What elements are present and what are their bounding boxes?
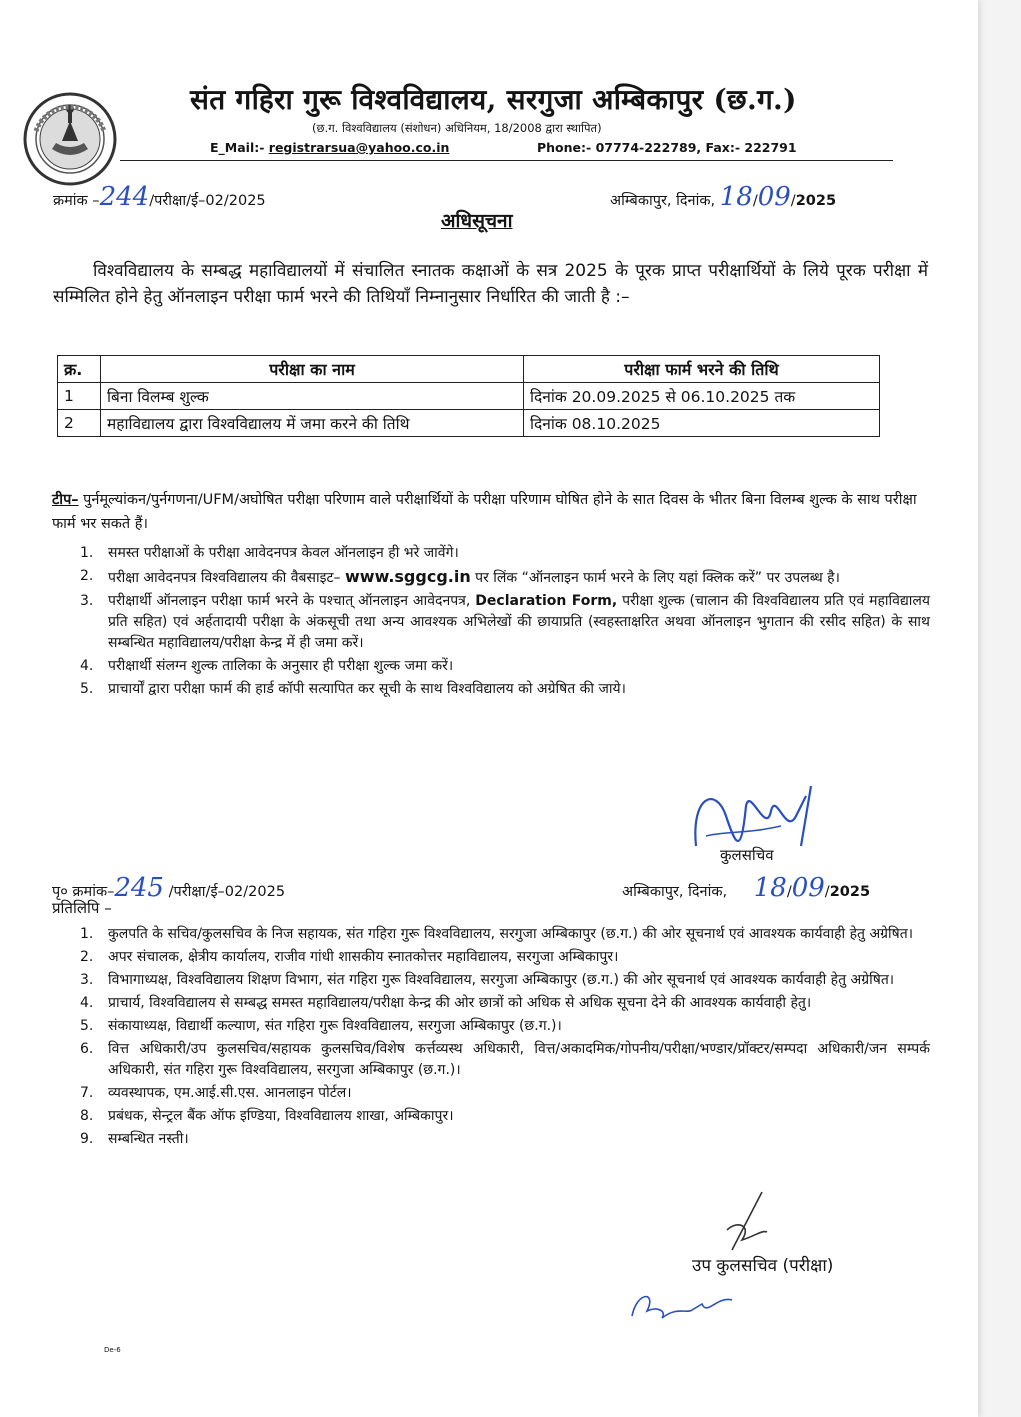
note-paragraph	[52, 488, 932, 536]
list-item: 6. वित्त अधिकारी/उप कुलसचिव/सहायक कुलसचिव/विशेष कर्त्तव्यस्थ अधिकारी, वित्त/अकादमिक/गोपनीय/परीक्षा/भण्डार/प्रॉक्टर/सम्पदा अधिकारी/जन सम्पर्क अधिकारी, संत गहिरा गुरू विश्वविद्यालय, सरगुजा अम्बिकापुर (छ.ग.)।	[80, 1041, 930, 1078]
list-item: 5. संकायाध्यक्ष, विद्यार्थी कल्याण, संत गहिरा गुरू विश्वविद्यालय, सरगुजा अम्बिकापुर (छ.ग.)।	[80, 1018, 562, 1034]
col-serial: क्र.	[58, 356, 101, 383]
ref2-handwritten-number: 245	[114, 873, 164, 903]
cell-serial: 1	[58, 383, 101, 410]
note-text: पुर्नमूल्यांकन/पुर्नगणना/UFM/अघोषित परीक्षा परिणाम वाले परीक्षार्थियों के परीक्षा परिणाम घोषित होने के सात दिवस के भीतर बिना विलम्ब शुल्क के साथ परीक्षा फार्म भर सकते हैं।	[52, 492, 917, 532]
email-line	[210, 140, 449, 155]
email-label: E_Mail:-	[210, 140, 265, 155]
email-address: registrarsua@yahoo.co.in	[268, 140, 450, 155]
ref2-prefix: पृ० क्रमांक–	[52, 884, 115, 900]
phone-line: Phone:- 07774-222789, Fax:- 222791	[537, 140, 797, 155]
ref-suffix: /परीक्षा/ई–02/2025	[149, 193, 266, 209]
list-item: 4. परीक्षार्थी संलग्न शुल्क तालिका के अनुसार ही परीक्षा शुल्क जमा करें।	[80, 658, 454, 674]
establishment-line: (छ.ग. विश्वविद्यालय (संशोधन) अधिनियम, 18/2008 द्वारा स्थापित)	[312, 121, 602, 135]
instructions-list	[80, 543, 930, 702]
place-date-prefix: अम्बिकापुर, दिनांक,	[610, 193, 716, 209]
list-item: 1. कुलपति के सचिव/कुलसचिव के निज सहायक, संत गहिरा गुरू विश्वविद्यालय, सरगुजा अम्बिकापुर (छ.ग.) की ओर सूचनार्थ एवं आवश्यक कार्यवाही हेतु अग्रेषित।	[80, 926, 914, 942]
header-divider	[120, 160, 893, 161]
initials-signature	[627, 1286, 737, 1326]
cell-name: महाविद्यालय द्वारा विश्वविद्यालय में जमा करने की तिथि	[101, 410, 524, 437]
ref2-year: 2025	[829, 884, 871, 900]
ref2-suffix: /परीक्षा/ई–02/2025	[168, 884, 286, 900]
list-item: 7. व्यवस्थापक, एम.आई.सी.एस. आनलाइन पोर्टल।	[80, 1085, 352, 1101]
copy-label: प्रतिलिपि –	[52, 899, 112, 917]
registrar-designation: कुलसचिव	[720, 846, 774, 864]
list-item: 3. विभागाध्यक्ष, विश्वविद्यालय शिक्षण विभाग, संत गहिरा गुरू विश्वविद्यालय, सरगुजा अम्बिकापुर (छ.ग.) की ओर सूचनार्थ एवं आवश्यक कार्यवाही हेतु अग्रेषित।	[80, 972, 895, 988]
note-label: टीप–	[52, 492, 79, 508]
copy-place-date-line: अम्बिकापुर, दिनांक, 18/09/2025	[622, 873, 871, 903]
list-item: 3. परीक्षार्थी ऑनलाइन परीक्षा फार्म भरने के पश्चात् ऑनलाइन आवेदनपत्र, Declaration Form, परीक्षा शुल्क (चालान की विश्वविद्यालय प्रति एवं महाविद्यालय प्रति सहित) एवं अर्हतादायी परीक्षा के अंकसूची तथा अन्य आवश्यक अभिलेखों की छायाप्रति (स्वहस्ताक्षरित अथवा ऑनलाइन भुगतान की रसीद सहित) के साथ सम्बन्धित महाविद्यालय/परीक्षा केन्द्र में ही जमा करें।	[80, 593, 931, 651]
place-date-line: अम्बिकापुर, दिनांक, 18/09/2025	[610, 182, 837, 212]
university-name: संत गहिरा गुरू विश्वविद्यालय, सरगुजा अम्बिकापुर (छ.ग.)	[190, 83, 797, 116]
ref-handwritten-number: 244	[99, 182, 150, 212]
list-item: 9. सम्बन्धित नस्ती।	[80, 1131, 189, 1147]
university-seal-icon	[22, 91, 118, 187]
cell-date: दिनांक 08.10.2025	[524, 410, 880, 437]
handwritten-day: 18	[719, 182, 753, 212]
col-exam-name: परीक्षा का नाम	[101, 356, 524, 383]
reference-number-line	[53, 182, 266, 212]
footer-code: De-6	[104, 1346, 121, 1354]
deputy-registrar-designation: उप कुलसचिव (परीक्षा)	[692, 1256, 834, 1276]
list-item: 5. प्राचार्यों द्वारा परीक्षा फार्म की हार्ड कॉपी सत्यापित कर सूची के साथ विश्वविद्यालय को अग्रेषित की जाये।	[80, 681, 626, 697]
date-year: 2025	[795, 193, 837, 209]
table-row	[58, 410, 880, 437]
cell-date: दिनांक 20.09.2025 से 06.10.2025 तक	[524, 383, 880, 410]
intro-paragraph	[53, 258, 928, 310]
list-item: 1. समस्त परीक्षाओं के परीक्षा आवेदनपत्र केवल ऑनलाइन ही भरे जावेंगे।	[80, 545, 459, 561]
website-link: www.sggcg.in	[345, 567, 471, 586]
ref2-handwritten-day: 18	[753, 873, 787, 903]
cell-serial: 2	[58, 410, 101, 437]
col-form-date: परीक्षा फार्म भरने की तिथि	[524, 356, 880, 383]
copy-recipients-list	[80, 924, 930, 1152]
ref2-place-date-prefix: अम्बिकापुर, दिनांक,	[622, 884, 728, 900]
list-item: 8. प्रबंधक, सेन्ट्रल बैंक ऑफ इण्डिया, विश्वविद्यालय शाखा, अम्बिकापुर।	[80, 1108, 454, 1124]
table-row	[58, 383, 880, 410]
list-item: 2. परीक्षा आवेदनपत्र विश्वविद्यालय की वैबसाइट– www.sggcg.in पर लिंक “ऑनलाइन फार्म भरने के लिए यहां क्लिक करें” पर उपलब्ध है।	[80, 567, 840, 586]
declaration-form-text: Declaration Form,	[475, 593, 618, 609]
list-item: 4. प्राचार्य, विश्वविद्यालय से सम्बद्ध समस्त महाविद्यालय/परीक्षा केन्द्र की ओर छात्रों को अधिक से अधिक सूचना देने की आवश्यक कार्यवाही हेतु।	[80, 995, 812, 1011]
handwritten-month: 09	[757, 182, 791, 212]
ref2-handwritten-month: 09	[791, 873, 825, 903]
ref-prefix: क्रमांक –	[53, 193, 100, 209]
list-item: 2. अपर संचालक, क्षेत्रीय कार्यालय, राजीव गांधी शासकीय स्नातकोत्तर महाविद्यालय, सरगुजा अम्बिकापुर।	[80, 949, 619, 965]
notification-title: अधिसूचना	[441, 210, 513, 232]
intro-text: विश्वविद्यालय के सम्बद्ध महाविद्यालयों में संचालित स्नातक कक्षाओं के सत्र 2025 के पूरक प्राप्त परीक्षार्थियों के लिये पूरक परीक्षा में सम्मिलित होने हेतु ऑनलाइन परीक्षा फार्म भरने की तिथियाँ निम्नानुसार निर्धारित की जाती है :–	[53, 261, 928, 307]
deputy-registrar-signature	[712, 1190, 772, 1260]
schedule-table	[57, 355, 880, 437]
table-header-row	[58, 356, 880, 383]
cell-name: बिना विलम्ब शुल्क	[101, 383, 524, 410]
